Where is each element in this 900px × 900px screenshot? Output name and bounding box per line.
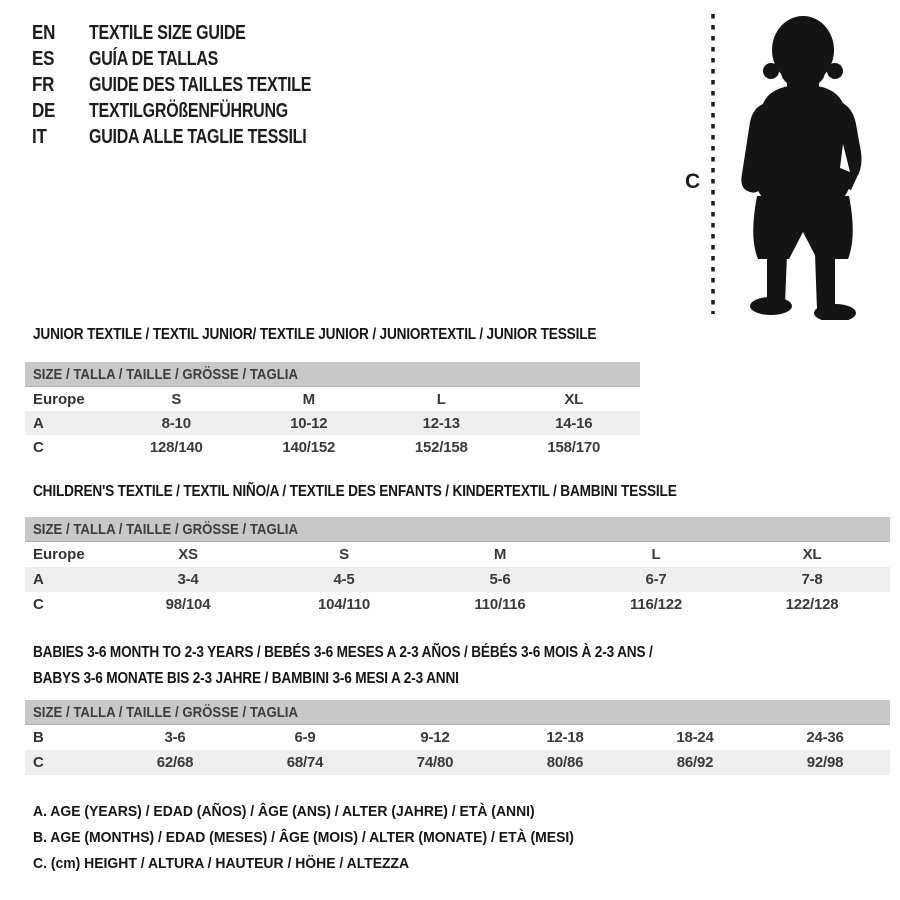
table-row [25, 567, 890, 592]
language-row [32, 124, 367, 150]
language-title-block [32, 20, 367, 150]
table-cell: 86/92 [676, 754, 714, 771]
babies-section-title-line1: BABIES 3-6 MONTH TO 2-3 YEARS / BEBÉS 3-6 MESES A 2-3 AÑOS / BÉBÉS 3-6 MOIS À 2-3 ANS / [33, 644, 653, 661]
table-cell: 24-36 [806, 729, 844, 746]
children-section-title-text: CHILDREN'S TEXTILE / TEXTIL NIÑO/A / TEXTILE DES ENFANTS / KINDERTEXTIL / BAMBINI TESSILE [33, 483, 677, 500]
size-header-text: SIZE / TALLA / TAILLE / GRÖSSE / TAGLIA [33, 520, 298, 538]
table-cell: M [302, 390, 315, 408]
babies-section-title-line2: BABYS 3-6 MONATE BIS 2-3 JAHRE / BAMBINI 3-6 MESI A 2-3 ANNI [33, 670, 459, 687]
language-title: GUIDE DES TAILLES TEXTILE [89, 73, 312, 96]
table-cell: XL [802, 546, 822, 563]
size-header-band [25, 517, 890, 542]
language-code: ES [32, 47, 55, 70]
table-cell: 10-12 [290, 414, 328, 432]
table-cell: 152/158 [414, 438, 468, 456]
table-cell: 128/140 [149, 438, 203, 456]
children-section-title [33, 479, 764, 505]
language-code: DE [32, 99, 56, 122]
language-code: EN [32, 21, 56, 44]
footnote-b-text: B. AGE (MONTHS) / EDAD (MESES) / ÂGE (MOIS) / ALTER (MONATE) / ETÀ (MESI) [33, 829, 574, 846]
language-row [32, 72, 367, 98]
table-cell: 8-10 [161, 414, 191, 432]
table-cell: 116/122 [630, 596, 682, 613]
row-label: A [33, 414, 44, 432]
table-cell: 4-5 [333, 571, 355, 588]
table-cell: 68/74 [286, 754, 324, 771]
table-cell: L [651, 546, 661, 563]
table-cell: 14-16 [555, 414, 593, 432]
table-cell: S [171, 390, 182, 408]
language-title: TEXTILE SIZE GUIDE [89, 21, 246, 44]
table-cell: 5-6 [489, 571, 511, 588]
footnote-c [33, 851, 615, 877]
table-cell: XS [178, 546, 198, 563]
table-cell: 18-24 [676, 729, 714, 746]
table-cell: 7-8 [801, 571, 823, 588]
row-label: A [33, 571, 44, 588]
table-row [25, 411, 640, 435]
size-header-text: SIZE / TALLA / TAILLE / GRÖSSE / TAGLIA [33, 703, 298, 721]
baby-silhouette [741, 16, 861, 320]
table-cell: 6-7 [645, 571, 667, 588]
language-row [32, 46, 367, 72]
table-cell: 6-9 [294, 729, 316, 746]
table-cell: 12-18 [546, 729, 584, 746]
table-row [25, 725, 890, 750]
language-row [32, 98, 367, 124]
table-cell: 110/116 [474, 596, 526, 613]
row-label: Europe [33, 390, 85, 408]
table-cell: 140/152 [282, 438, 336, 456]
table-cell: XL [564, 390, 584, 408]
table-cell: M [493, 546, 507, 563]
table-cell: 122/128 [785, 596, 839, 613]
table-cell: S [339, 546, 349, 563]
table-row [25, 542, 890, 567]
footnote-b [33, 825, 615, 851]
size-header-text: SIZE / TALLA / TAILLE / GRÖSSE / TAGLIA [33, 365, 298, 383]
junior-size-table [25, 362, 640, 459]
children-size-table [25, 517, 890, 617]
table-row [25, 750, 890, 775]
junior-section-title-text: JUNIOR TEXTILE / TEXTIL JUNIOR/ TEXTILE JUNIOR / JUNIORTEXTIL / JUNIOR TESSILE [33, 326, 597, 343]
size-header-band [25, 362, 640, 387]
row-label: C [33, 596, 44, 613]
language-code: IT [32, 125, 47, 148]
table-cell: 3-4 [177, 571, 199, 588]
footnote-c-text: C. (cm) HEIGHT / ALTURA / HAUTEUR / HÖHE / ALTEZZA [33, 855, 410, 872]
size-header-band [25, 700, 890, 725]
table-cell: 98/104 [165, 596, 211, 613]
language-row [32, 20, 367, 46]
table-cell: 104/110 [318, 596, 370, 613]
junior-section-title [33, 322, 673, 348]
language-code: FR [32, 73, 55, 96]
footnote-a [33, 799, 615, 825]
babies-section-title [33, 640, 737, 692]
table-cell: 92/98 [806, 754, 844, 771]
table-row [25, 387, 640, 411]
table-cell: 62/68 [156, 754, 194, 771]
table-cell: 12-13 [422, 414, 460, 432]
language-title: GUÍA DE TALLAS [89, 47, 219, 70]
language-title: GUIDA ALLE TAGLIE TESSILI [89, 125, 307, 148]
row-label: C [33, 438, 44, 456]
height-measure-label: C [685, 170, 701, 193]
row-label: C [33, 754, 44, 771]
footnote-a-text: A. AGE (YEARS) / EDAD (AÑOS) / ÂGE (ANS) / ALTER (JAHRE) / ETÀ (ANNI) [33, 803, 535, 820]
table-cell: 158/170 [547, 438, 601, 456]
row-label: Europe [33, 546, 85, 563]
baby-silhouette-figure [675, 8, 880, 320]
table-cell: 9-12 [420, 729, 450, 746]
table-cell: 74/80 [416, 754, 454, 771]
table-row [25, 592, 890, 617]
row-label: B [33, 729, 44, 746]
table-cell: L [436, 390, 446, 408]
table-row [25, 435, 640, 459]
table-cell: 80/86 [546, 754, 584, 771]
language-title: TEXTILGRÖßENFÜHRUNG [89, 99, 288, 122]
footnotes [33, 799, 615, 877]
table-cell: 3-6 [164, 729, 186, 746]
babies-size-table [25, 700, 890, 775]
